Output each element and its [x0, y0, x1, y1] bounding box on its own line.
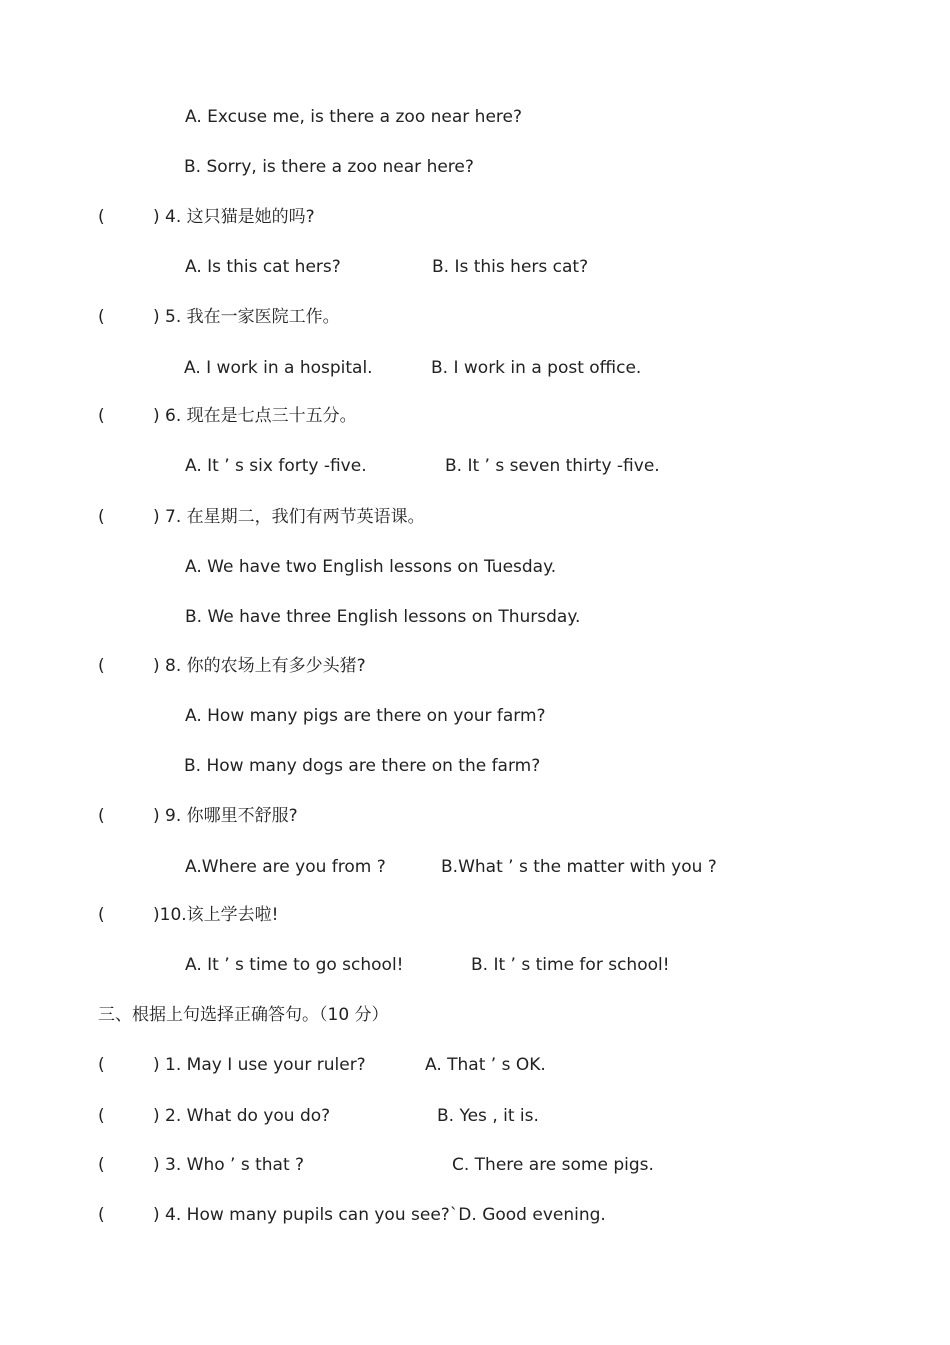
match-question: ) 3. Who ’ s that ? — [153, 1155, 305, 1175]
option-a: A. It ’ s six forty -five. — [185, 456, 367, 476]
option-a: A. I work in a hospital. — [184, 358, 373, 378]
answer-paren: ( — [98, 905, 105, 925]
answer-paren: ( — [98, 656, 105, 676]
answer-paren: ( — [98, 406, 105, 426]
option-a: A. It ’ s time to go school! — [185, 955, 404, 975]
option-a: A. Is this cat hers? — [185, 257, 341, 277]
question-prompt: ) 7. 在星期二，我们有两节英语课。 — [153, 507, 425, 527]
answer-paren: ( — [98, 507, 105, 527]
answer-paren: ( — [98, 1205, 105, 1225]
question-prompt: ) 4. 这只猫是她的吗? — [153, 207, 315, 227]
option-b: B. I work in a post office. — [431, 358, 642, 378]
section-3-heading: 三、根据上句选择正确答句。（10 分） — [98, 1005, 389, 1025]
match-answer: C. There are some pigs. — [452, 1155, 654, 1175]
option-b: B. We have three English lessons on Thursday. — [185, 607, 581, 627]
q3-option-a: A. Excuse me, is there a zoo near here? — [185, 107, 522, 127]
question-prompt: )10.该上学去啦! — [153, 905, 279, 925]
question-prompt: ) 9. 你哪里不舒服? — [153, 806, 298, 826]
answer-paren: ( — [98, 307, 105, 327]
match-answer: A. That ’ s OK. — [425, 1055, 546, 1075]
option-a: A. We have two English lessons on Tuesday. — [185, 557, 557, 577]
question-prompt: ) 8. 你的农场上有多少头猪? — [153, 656, 366, 676]
option-a: A.Where are you from ? — [185, 857, 386, 877]
option-b: B. Is this hers cat? — [432, 257, 589, 277]
q3-option-b: B. Sorry, is there a zoo near here? — [184, 157, 474, 177]
option-b: B. It ’ s seven thirty -five. — [445, 456, 660, 476]
option-b: B.What ’ s the matter with you ? — [441, 857, 717, 877]
question-prompt: ) 5. 我在一家医院工作。 — [153, 307, 340, 327]
match-answer: B. Yes , it is. — [437, 1106, 539, 1126]
answer-paren: ( — [98, 806, 105, 826]
question-prompt: ) 6. 现在是七点三十五分。 — [153, 406, 357, 426]
option-b: B. It ’ s time for school! — [471, 955, 670, 975]
answer-paren: ( — [98, 1055, 105, 1075]
match-question: ) 2. What do you do? — [153, 1106, 331, 1126]
answer-paren: ( — [98, 207, 105, 227]
answer-paren: ( — [98, 1155, 105, 1175]
option-b: B. How many dogs are there on the farm? — [184, 756, 541, 776]
match-question: ) 1. May I use your ruler? — [153, 1055, 366, 1075]
option-a: A. How many pigs are there on your farm? — [185, 706, 546, 726]
match-question: ) 4. How many pupils can you see?`D. Good evening. — [153, 1205, 606, 1225]
answer-paren: ( — [98, 1106, 105, 1126]
